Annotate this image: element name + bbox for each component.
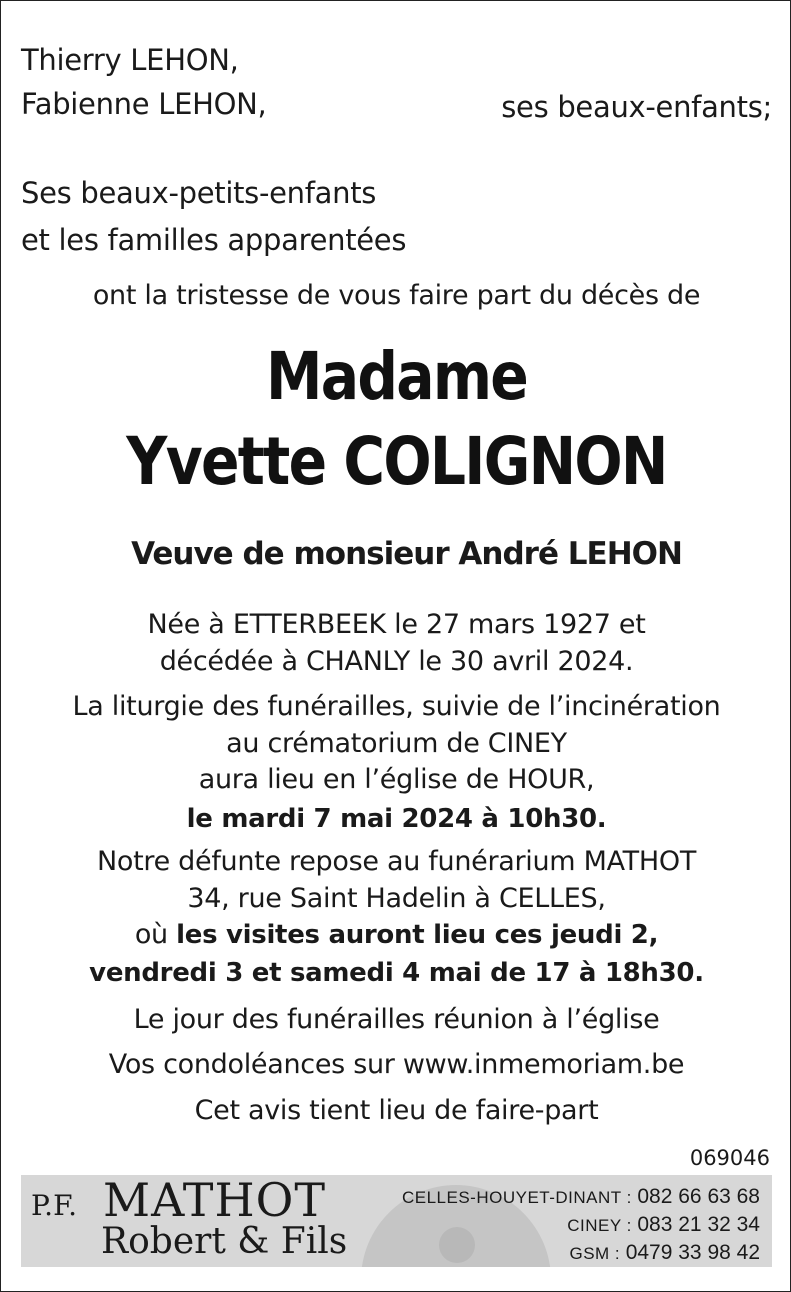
reference-number: 069046 (689, 1146, 770, 1170)
family-member-1: Thierry LEHON, (21, 43, 239, 77)
family-role: ses beaux-enfants; (501, 90, 772, 124)
contact-row: CINEY : 083 21 32 34 (567, 1213, 760, 1236)
funeral-home-subtitle: Robert & Fils (101, 1221, 348, 1262)
deceased-title: Madame (265, 338, 528, 415)
funeral-date: le mardi 7 mai 2024 à 10h30. (186, 804, 607, 834)
visits-line-1 (1, 919, 791, 950)
condolences-line: Vos condoléances sur www.inmemoriam.be (108, 1049, 685, 1080)
announcement-line: ont la tristesse de vous faire part du décès de (92, 280, 701, 311)
funeral-home-contacts (402, 1183, 760, 1267)
rest-line-2: 34, rue Saint Hadelin à CELLES, (187, 883, 606, 914)
meeting-line: Le jour des funérailles réunion à l’église (133, 1004, 660, 1035)
visits-line-2: vendredi 3 et samedi 4 mai de 17 à 18h30. (89, 958, 704, 988)
contact-row: CELLES-HOUYET-DINANT : 082 66 63 68 (401, 1185, 760, 1208)
liturgy-line-3: aura lieu en l’église de HOUR, (198, 764, 595, 795)
death-line: décédée à CHANLY le 30 avril 2024. (159, 646, 634, 677)
notice-line: Cet avis tient lieu de faire-part (194, 1095, 599, 1126)
rest-line-1: Notre défunte repose au funérarium MATHOT (96, 846, 697, 877)
birth-line: Née à ETTERBEEK le 27 mars 1927 et (147, 609, 646, 640)
deceased-name: Yvette COLIGNON (126, 423, 667, 500)
relatives-line: et les familles apparentées (21, 223, 407, 257)
funeral-home-prefix: P.F. (31, 1189, 78, 1222)
contact-row: GSM : 0479 33 98 42 (569, 1241, 760, 1264)
visits-prefix: où (134, 919, 177, 950)
liturgy-line-1: La liturgie des funérailles, suivie de l’incinération (72, 691, 721, 722)
liturgy-line-2: au crématorium de CINEY (226, 728, 567, 759)
funeral-home-banner (21, 1175, 772, 1267)
widow-of-line: Veuve de monsieur André LEHON (131, 536, 682, 572)
family-member-2: Fabienne LEHON, (21, 87, 267, 121)
visits-bold-1: les visites auront lieu ces jeudi 2, (176, 920, 659, 950)
funeral-home-name: MATHOT (103, 1175, 326, 1227)
grandchildren-line: Ses beaux-petits-enfants (21, 176, 377, 210)
